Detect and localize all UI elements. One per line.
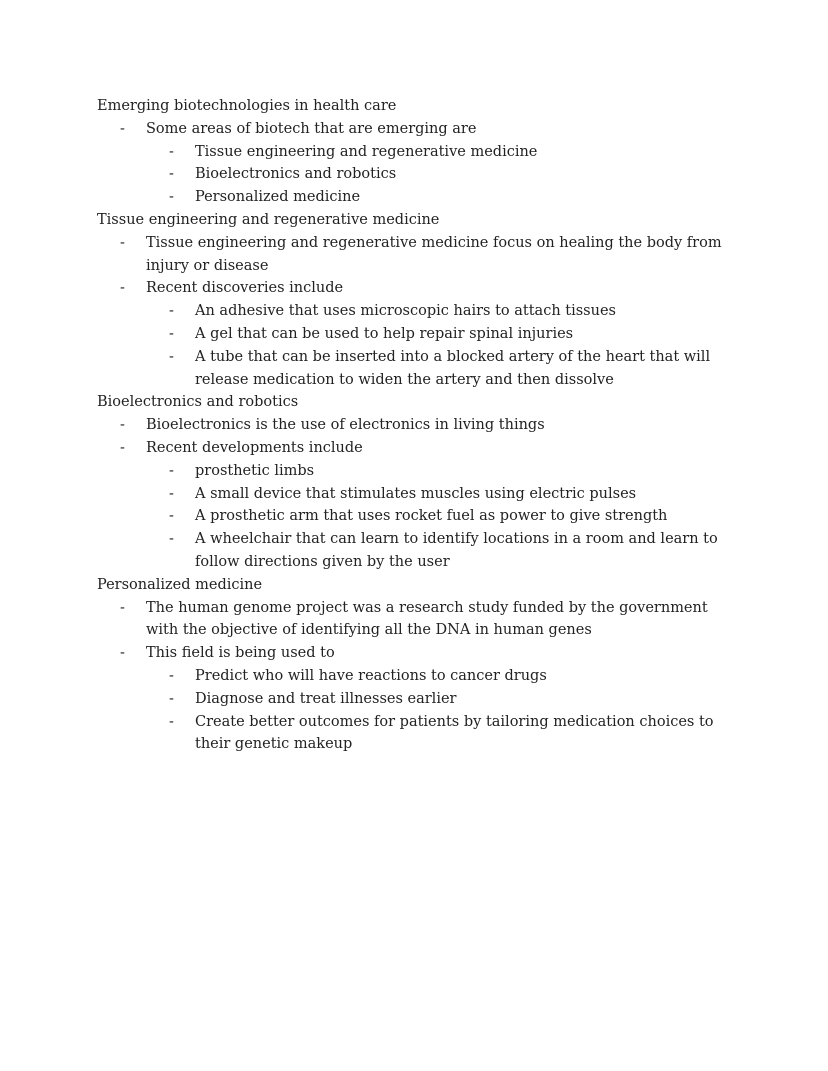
bullet-dash: - [120,439,125,456]
section-personalized-medicine [97,574,737,756]
bullet-dash: - [120,417,125,434]
list-item [97,414,737,437]
sub-list-item [97,141,737,164]
bullet-dash: - [169,143,174,160]
sub-list-item-text: An adhesive that uses microscopic hairs to attach tissues [195,303,616,320]
sub-list-item [97,163,737,186]
sub-list-item-text: A gel that can be used to help repair spinal injuries [195,325,574,342]
sub-list-item [97,483,737,506]
bullet-dash: - [169,303,174,320]
bullet-dash: - [169,531,174,548]
sub-list-item-text: prosthetic limbs [195,462,315,479]
list-item-text: Tissue engineering and regenerative medicine focus on healing the body from injury or disease [146,234,722,274]
sub-list-item-text: Personalized medicine [195,189,361,206]
sub-list-item-text: Predict who will have reactions to cancer drugs [195,667,547,684]
sub-list-item [97,186,737,209]
bullet-dash: - [169,508,174,525]
bullet-dash: - [120,280,125,297]
sub-list-item-text: Diagnose and treat illnesses earlier [195,690,457,707]
sub-list-item [97,300,737,323]
sub-list-item-text: A prosthetic arm that uses rocket fuel as power to give strength [195,508,668,525]
list-item [97,437,737,460]
sub-list-item-text: Bioelectronics and robotics [195,166,397,183]
bullet-dash: - [169,462,174,479]
section-heading: Personalized medicine [97,576,263,593]
bullet-dash: - [169,713,174,730]
sub-list-item-text: A wheelchair that can learn to identify locations in a room and learn to follow directions given by the user [195,531,718,570]
sub-list-item [97,460,737,483]
list-item-text: Recent discoveries include [146,280,344,297]
list-item-text: The human genome project was a research study funded by the government with the objective of identifying all the DNA in human genes [146,599,708,639]
list-item [97,277,737,300]
section-heading: Emerging biotechnologies in health care [97,98,397,114]
section-bioelectronics [97,391,737,573]
sub-list-item [97,346,737,392]
sub-list-item [97,323,737,346]
bullet-dash: - [169,348,174,365]
section-emerging-biotech [97,95,737,209]
bullet-dash: - [120,645,125,662]
bullet-dash: - [169,690,174,707]
bullet-dash: - [120,599,125,616]
section-heading: Tissue engineering and regenerative medicine [97,211,440,228]
bullet-dash: - [120,120,125,137]
list-item-text: This field is being used to [146,645,335,662]
document-page [97,95,737,756]
list-item [97,597,737,643]
bullet-dash: - [169,166,174,183]
bullet-dash: - [169,485,174,502]
sub-list-item [97,711,737,757]
list-item-text: Some areas of biotech that are emerging are [146,120,477,137]
section-heading: Bioelectronics and robotics [97,394,299,411]
sub-list-item [97,688,737,711]
sub-list-item-text: A small device that stimulates muscles using electric pulses [195,485,637,502]
list-item [97,642,737,665]
section-tissue-engineering [97,209,737,391]
bullet-dash: - [169,325,174,342]
sub-list-item-text: A tube that can be inserted into a blocked artery of the heart that will release medication to widen the artery and then dissolve [195,348,711,388]
bullet-dash: - [169,189,174,206]
sub-list-item [97,665,737,688]
sub-list-item-text: Create better outcomes for patients by tailoring medication choices to their genetic makeup [195,713,714,753]
sub-list-item [97,505,737,528]
sub-list-item-text: Tissue engineering and regenerative medicine [195,143,538,160]
list-item [97,118,737,141]
list-item-text: Bioelectronics is the use of electronics in living things [146,417,545,434]
bullet-dash: - [169,667,174,684]
bullet-dash: - [120,234,125,251]
list-item-text: Recent developments include [146,439,363,456]
list-item [97,232,737,278]
sub-list-item [97,528,737,574]
